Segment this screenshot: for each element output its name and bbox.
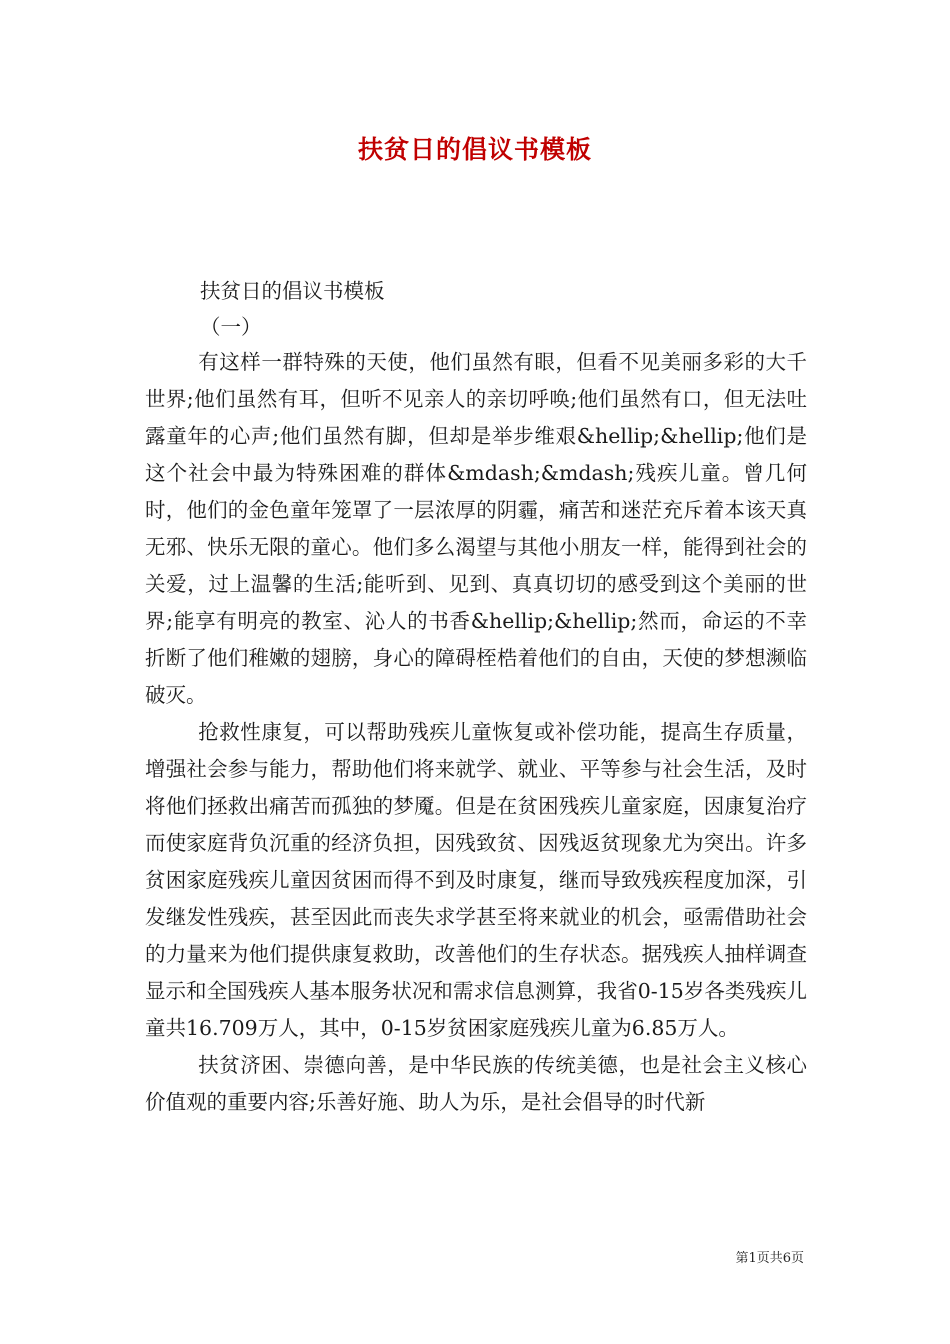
paragraph-3: 扶贫济困、崇德向善，是中华民族的传统美德，也是社会主义核心价值观的重要内容;乐善好施、助人为乐，是社会倡导的时代新 [145, 1053, 807, 1114]
document-subtitle: 扶贫日的倡议书模板 [200, 279, 385, 303]
page-number: 第1页共6页 [735, 1251, 804, 1266]
section-marker: （一） [200, 315, 262, 339]
document-title: 扶贫日的倡议书模板 [357, 135, 592, 164]
paragraph-2: 抢救性康复，可以帮助残疾儿童恢复或补偿功能，提高生存质量，增强社会参与能力，帮助他们将来就学、就业、平等参与社会生活，及时将他们拯救出痛苦而孤独的梦魇。但是在贫困残疾儿童家庭，因康复治疗而使家庭背负沉重的经济负担，因残致贫、因残返贫现象尤为突出。许多贫困家庭残疾儿童因贫困而得不到及时康复，继而导致残疾程度加深，引发继发性残疾，甚至因此而丧失求学甚至将来就业的机会，亟需借助社会的力量来为他们提供康复救助，改善他们的生存状态。据残疾人抽样调查显示和全国残疾人基本服务状况和需求信息测算，我省0-15岁各类残疾儿童共16.709万人，其中，0-15岁贫困家庭残疾儿童为6.85万人。 [145, 720, 807, 1040]
document-body [145, 273, 807, 1121]
paragraph-1: 有这样一群特殊的天使，他们虽然有眼，但看不见美丽多彩的大千世界;他们虽然有耳，但听不见亲人的亲切呼唤;他们虽然有口，但无法吐露童年的心声;他们虽然有脚，但却是举步维艰&hellip;&hellip;他们是这个社会中最为特殊困难的群体&mdash;&mdash;残疾儿童。曾几何时，他们的金色童年笼罩了一层浓厚的阴霾，痛苦和迷茫充斥着本该天真无邪、快乐无限的童心。他们多么渴望与其他小朋友一样，能得到社会的关爱，过上温馨的生活;能听到、见到、真真切切的感受到这个美丽的世界;能享有明亮的教室、沁人的书香&hellip;&hellip;然而，命运的不幸折断了他们稚嫩的翅膀，身心的障碍桎梏着他们的自由，天使的梦想濒临破灭。 [145, 350, 807, 707]
